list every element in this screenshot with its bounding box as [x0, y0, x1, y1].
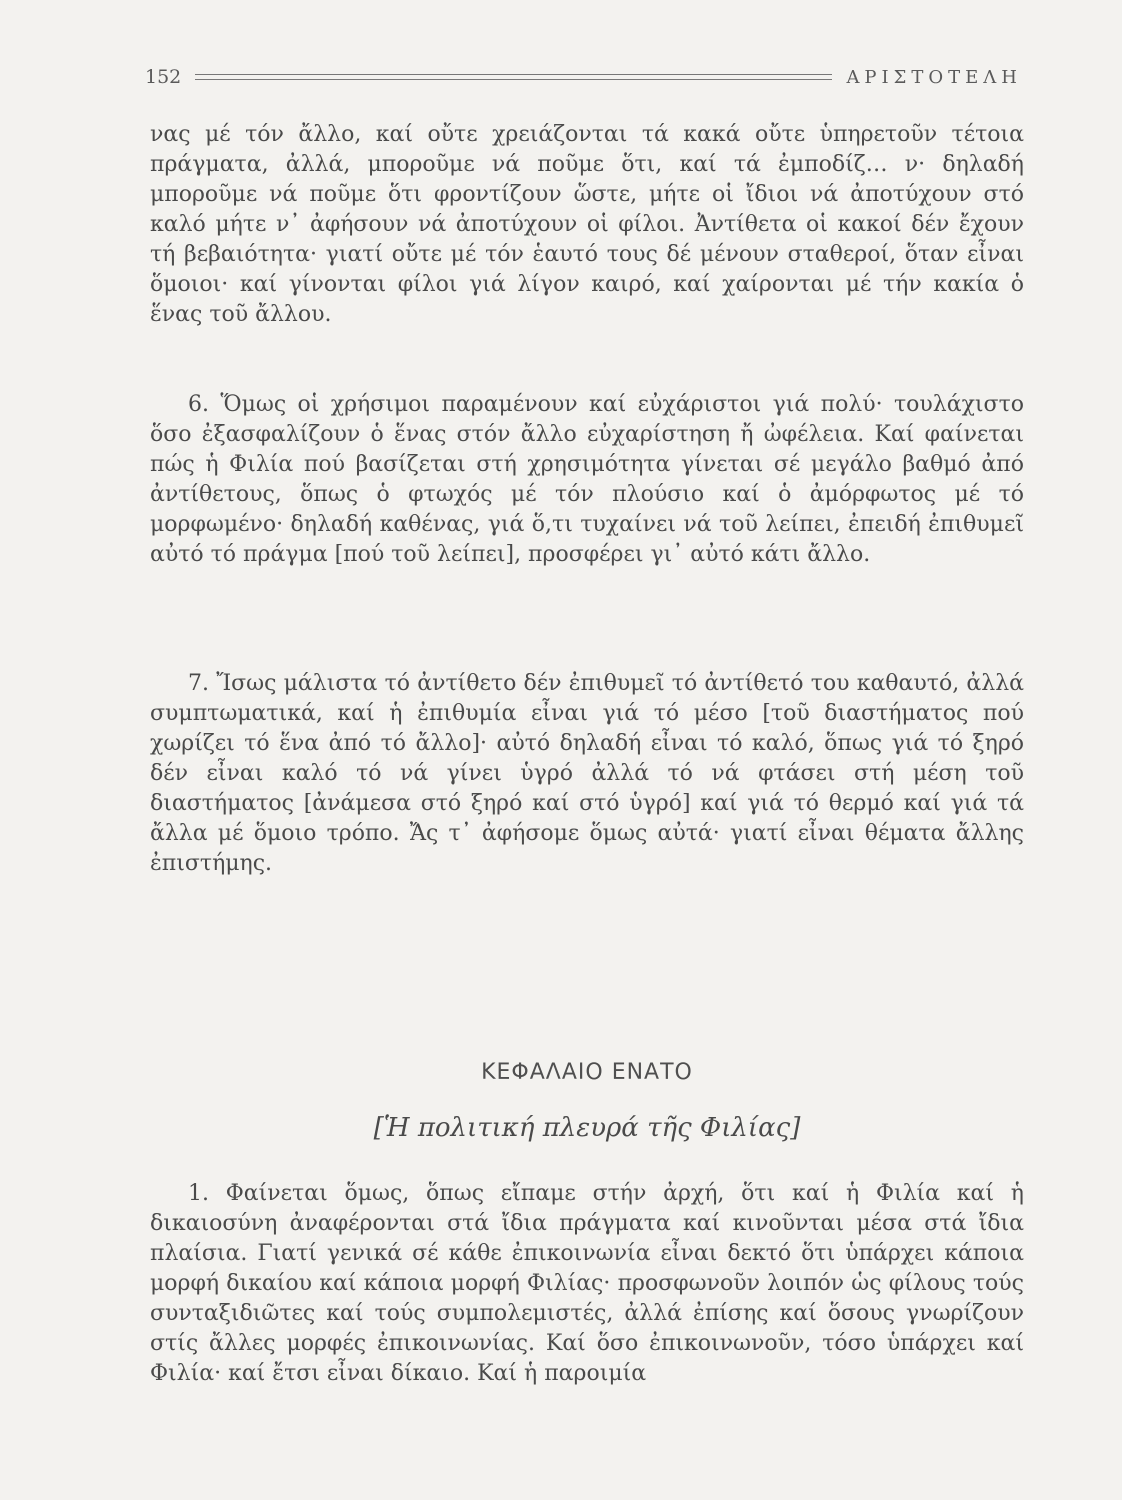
paragraph-continuation — [150, 120, 1024, 330]
page-number: 152 — [145, 66, 182, 88]
paragraph-section-6 — [150, 390, 1024, 570]
chapter-subtitle: [Ἡ πολιτική πλευρά τῆς Φιλίας] — [373, 1113, 801, 1143]
paragraph-chapter-9-section-1 — [150, 1179, 1024, 1389]
paragraph-text: νας μέ τόν ἄλλο, καί οὔτε χρειάζονται τά κακά οὔτε ὑπηρετοῦν τέτοια πράγματα, ἀλλά, μποροῦμε νά ποῦμε ὅτι, καί τά ἐμποδίζ… ν· δηλαδή μποροῦμε νά ποῦμε ὅτι φροντίζουν ὥστε, μήτε οἱ ἴδιοι νά ἀποτύχουν στό καλό μήτε ν᾽ ἀφήσουν νά ἀποτύχουν οἱ φίλοι. Ἀντίθετα οἱ κακοί δέν ἔχουν τή βεβαιότητα· γιατί οὔτε μέ τόν ἑαυτό τους δέ μένουν σταθεροί, ὅταν εἶναι ὅμοιοι· καί γίνονται φίλοι γιά λίγον καιρό, καί χαίρονται μέ τήν κακία ὁ ἕνας τοῦ ἄλλου. — [150, 122, 1024, 327]
paragraph-text: 6. Ὅμως οἱ χρήσιμοι παραμένουν καί εὐχάριστοι γιά πολύ· τουλάχιστο ὅσο ἐξασφαλίζουν ὁ ἕνας στόν ἄλλο εὐχαρίστηση ἤ ὠφέλεια. Καί φαίνεται πώς ἡ Φιλία πού βασίζεται στή χρησιμότητα γίνεται σέ μεγάλο βαθμό ἀπό ἀντίθετους, ὅπως ὁ φτωχός μέ τόν πλούσιο καί ὁ ἀμόρφωτος μέ τό μορφωμένο· δηλαδή καθένας, γιά ὅ,τι τυχαίνει νά τοῦ λείπει, ἐπειδή ἐπιθυμεῖ αὐτό τό πράγμα [πού τοῦ λείπει], προσφέρει γι᾽ αὐτό κάτι ἄλλο. — [150, 392, 1024, 567]
header-rule — [195, 74, 832, 80]
chapter-heading: ΚΕΦΑΛΑΙΟ ΕΝΑΤΟ — [481, 1060, 693, 1085]
paragraph-text: 1. Φαίνεται ὅμως, ὅπως εἴπαμε στήν ἀρχή, ὅτι καί ἡ Φιλία καί ἡ δικαιοσύνη ἀναφέρονται στά ἴδια πράγματα καί κινοῦνται μέσα στά ἴδια πλαίσια. Γιατί γενικά σέ κάθε ἐπικοινωνία εἶναι δεκτό ὅτι ὑπάρχει κάποια μορφή δικαίου καί κάποια μορφή Φιλίας· προσφωνοῦν λοιπόν ὡς φίλους τούς συνταξιδιῶτες καί τούς συμπολεμιστές, ἀλλά ἐπίσης καί ὅσους γνωρίζουν στίς ἄλλες μορφές ἐπικοινωνίας. Καί ὅσο ἐπικοινωνοῦν, τόσο ὑπάρχει καί Φιλία· καί ἔτσι εἶναι δίκαιο. Καί ἡ παροιμία — [150, 1181, 1024, 1386]
paragraph-text: 7. Ἴσως μάλιστα τό ἀντίθετο δέν ἐπιθυμεῖ τό ἀντίθετό του καθαυτό, ἀλλά συμπτωματικά, καί ἡ ἐπιθυμία εἶναι γιά τό μέσο [τοῦ διαστήματος πού χωρίζει τό ἕνα ἀπό τό ἄλλο]· αὐτό δηλαδή εἶναι τό καλό, ὅπως γιά τό ξηρό δέν εἶναι καλό τό νά γίνει ὑγρό ἀλλά τό νά φτάσει στή μέση τοῦ διαστήματος [ἀνάμεσα στό ξηρό καί στό ὑγρό] καί γιά τό θερμό καί γιά τά ἄλλα μέ ὅμοιο τρόπο. Ἄς τ᾽ ἀφήσομε ὅμως αὐτά· γιατί εἶναι θέματα ἄλλης ἐπιστήμης. — [150, 671, 1024, 876]
page-header — [145, 62, 1022, 92]
paragraph-section-7 — [150, 669, 1024, 879]
running-title: ΑΡΙΣΤΟΤΕΛΗ — [846, 66, 1022, 88]
